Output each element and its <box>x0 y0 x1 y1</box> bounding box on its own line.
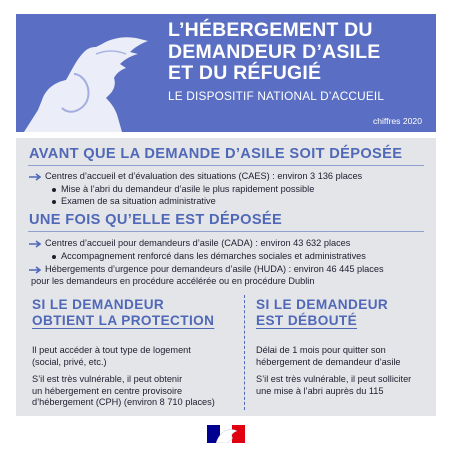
header-banner <box>16 14 436 132</box>
list-item-text: pour les demandeurs en procédure accélérée ou en procédure Dublin <box>31 276 315 286</box>
section-rule <box>28 231 424 232</box>
title-line: DEMANDEUR D’ASILE <box>168 40 381 63</box>
page-title <box>168 20 436 85</box>
page-subtitle: LE DISPOSITIF NATIONAL D’ACCUEIL <box>168 89 385 103</box>
text-line: S’il est très vulnérable, il peut solliciter <box>256 374 412 384</box>
arrow-right-icon <box>29 266 42 274</box>
arrow-right-icon <box>29 173 42 181</box>
text-line: une mise à l’abri auprès du 115 <box>256 385 384 396</box>
section-heading-before: AVANT QUE LA DEMANDE D’ASILE SOIT DÉPOSÉE <box>29 146 403 162</box>
column-heading-rejected <box>256 297 388 329</box>
column-heading-line: SI LE DEMANDEUR <box>256 297 389 312</box>
protection-paragraph-2 <box>32 374 215 409</box>
list-item-caes <box>29 171 362 183</box>
bullet-dot-icon <box>52 255 56 259</box>
column-heading-line: EST DÉBOUTÉ <box>256 313 358 328</box>
title-line: L’HÉBERGEMENT DU <box>168 19 373 41</box>
arrow-right-icon <box>29 240 42 248</box>
column-divider <box>244 295 245 410</box>
list-item-text: Hébergements d’urgence pour demandeurs d’asile (HUDA) : environ 46 445 places <box>45 264 384 274</box>
sub-item-text: Mise à l’abri du demandeur d’asile le plus rapidement possible <box>61 184 315 194</box>
marianne-logo <box>16 14 166 132</box>
rejected-paragraph-2 <box>256 374 411 397</box>
figures-year: chiffres 2020 <box>372 116 422 126</box>
text-line: un hébergement en centre provisoire <box>32 385 183 396</box>
sub-item <box>61 251 366 263</box>
rejected-paragraph-1 <box>256 345 401 368</box>
bullet-dot-icon <box>52 200 56 204</box>
protection-paragraph-1 <box>32 345 191 368</box>
sub-item-text: Accompagnement renforcé dans les démarches sociales et administratives <box>61 251 366 261</box>
sub-item-text: Examen de sa situation administrative <box>61 196 216 206</box>
column-heading-line: SI LE DEMANDEUR <box>32 297 165 312</box>
text-line: Il peut accéder à tout type de logement <box>32 345 191 355</box>
sub-item <box>61 196 216 208</box>
column-heading-line: OBTIENT LA PROTECTION <box>32 313 215 328</box>
list-item-text: Centres d’accueil et d’évaluation des situations (CAES) : environ 3 136 places <box>45 171 363 181</box>
sub-item <box>61 184 314 196</box>
title-line: ET DU RÉFUGIÉ <box>168 62 322 84</box>
list-item-huda <box>29 264 384 276</box>
section-heading-after: UNE FOIS QU’ELLE EST DÉPOSÉE <box>29 212 283 228</box>
text-line: hébergement de demandeur d’asile <box>256 356 401 367</box>
text-line: d’hébergement (CPH) (environ 8 710 places) <box>32 397 215 407</box>
list-item-text: Centres d’accueil pour demandeurs d’asile (CADA) : environ 43 632 places <box>45 238 351 248</box>
text-line: S’il est très vulnérable, il peut obtenir <box>32 374 183 384</box>
content-panel <box>16 138 436 416</box>
text-line: Délai de 1 mois pour quitter son <box>256 345 386 355</box>
list-item-cada <box>29 238 350 250</box>
bullet-dot-icon <box>52 188 56 192</box>
text-line: (social, privé, etc.) <box>32 356 107 367</box>
column-heading-protection <box>32 297 214 329</box>
section-rule <box>28 165 424 166</box>
marianne-flag-logo <box>207 425 245 443</box>
list-item-huda-continued <box>29 276 314 288</box>
